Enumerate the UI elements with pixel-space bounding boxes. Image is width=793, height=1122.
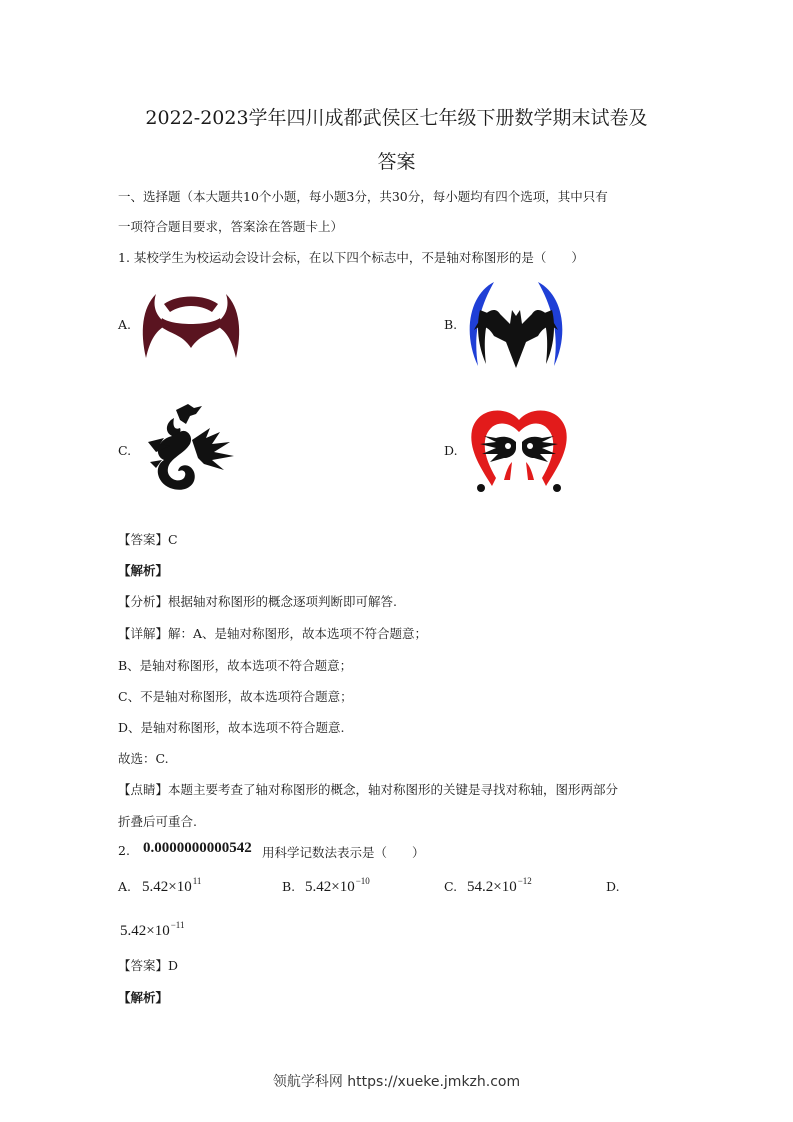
q1-detail-b: B、是轴对称图形，故本选项不符合题意； — [118, 658, 353, 673]
page-title-line1: 2022-2023学年四川成都武侯区七年级下册数学期末试卷及 — [145, 107, 648, 129]
q1-comment-line2: 折叠后可重合. — [118, 814, 197, 829]
section-heading-line1: 一、选择题（本大题共10个小题，每小题3分，共30分，每小题均有四个选项，其中只有 — [118, 189, 608, 204]
q2-option-d-value: $5.42\times 10^{-11}$ — [120, 920, 185, 939]
question-1-stem: 1. 某校学生为校运动会设计会标，在以下四个标志中，不是轴对称图形的是（ ） — [118, 250, 584, 265]
q1-comment-line1: 【点睛】本题主要考查了轴对称图形的概念，轴对称图形的关键是寻找对称轴，图形两部分 — [118, 782, 619, 797]
question-2-value: 0.0000000000542 — [143, 840, 252, 856]
option-d-label: D. — [444, 443, 458, 458]
question-2-stem: 用科学记数法表示是（ ） — [262, 845, 425, 860]
logo-d-heart-hands — [468, 406, 570, 494]
q2-option-d-label: D. — [606, 879, 620, 894]
q2-answer: 【答案】D — [118, 958, 179, 973]
option-b-label: B. — [444, 317, 458, 332]
q1-jiexi-heading: 【解析】 — [118, 563, 169, 578]
q2-option-c-value: $54.2\times 10^{-12}$ — [467, 876, 532, 895]
q1-answer: 【答案】C — [118, 532, 178, 547]
q2-option-b-label: B. — [282, 879, 296, 894]
question-2-number: 2. — [118, 843, 130, 858]
option-a-label: A. — [118, 317, 132, 332]
q2-option-c-label: C. — [444, 879, 458, 894]
option-c-label: C. — [118, 443, 132, 458]
logo-a-horned-emblem — [138, 288, 244, 362]
q2-jiexi-heading: 【解析】 — [118, 990, 169, 1005]
q2-option-b-value: $5.42\times 10^{-10}$ — [305, 876, 370, 895]
q1-choice: 故选：C. — [118, 751, 169, 766]
q2-option-a-value: $5.42\times 10^{11}$ — [142, 876, 202, 895]
q2-option-a-label: A. — [118, 879, 132, 894]
section-heading-line2: 一项符合题目要求，答案涂在答题卡上） — [118, 219, 344, 234]
q1-detail-d: D、是轴对称图形，故本选项不符合题意. — [118, 720, 345, 735]
q1-detail-c: C、不是轴对称图形，故本选项符合题意； — [118, 689, 353, 704]
logo-c-dragon — [146, 402, 236, 494]
page-footer-watermark: 领航学科网 https://xueke.jmkzh.com — [272, 1074, 521, 1090]
q1-analysis: 【分析】根据轴对称图形的概念逐项判断即可解答. — [118, 594, 397, 609]
q1-detail: 【详解】解：A、是轴对称图形，故本选项不符合题意； — [118, 626, 428, 641]
logo-b-bat-emblem — [464, 280, 568, 370]
page-title-line2: 答案 — [377, 151, 416, 173]
